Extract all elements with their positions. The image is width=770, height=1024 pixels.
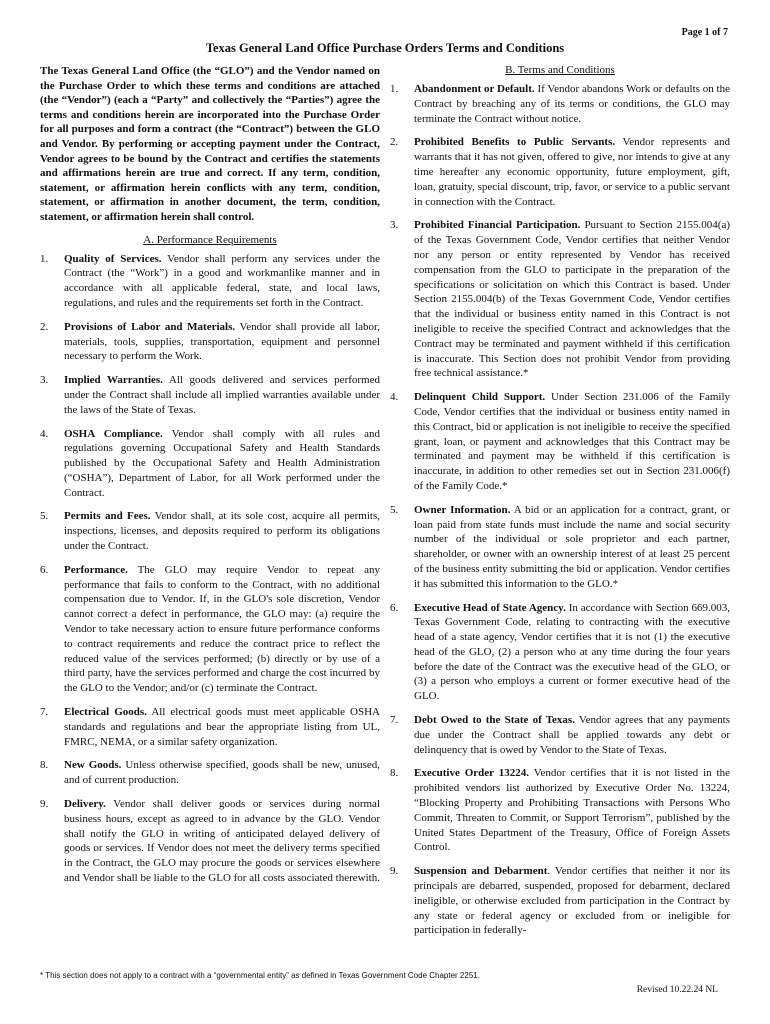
clause-item (390, 135, 730, 209)
clause-body (64, 427, 380, 501)
clause-body (64, 758, 380, 788)
clause-title: Delinquent Child Support. (414, 391, 546, 404)
clause-number: 2. (40, 320, 49, 333)
clause-item (40, 373, 380, 417)
left-column (40, 64, 380, 895)
section-b-heading: B. Terms and Conditions (505, 64, 615, 76)
clause-body (64, 705, 380, 749)
clause-text: Pursuant to Section 2155.004(a) of the Texas Government Code, Vendor certifies that neither Vendor nor any person or entity represented by Vendor has received compensation from the GLO to participate in the preparation of the specifications or solicitation on which this Contract is based. Under Section 2155.004(b) of the Texas Government Code, Vendor certifies that the individual or business entity named in this Contract is not ineligible to receive the specified Contract and acknowledges that the Contract may be terminated and payment withheld if this certification is inaccurate. This Section does not prohibit Vendor from providing free technical assistance.* (414, 219, 730, 380)
right-column (390, 64, 730, 947)
clause-body (414, 503, 730, 592)
clause-item (40, 797, 380, 886)
clause-item (390, 864, 730, 938)
clause-body (414, 713, 730, 757)
clause-title: Abandonment or Default. (414, 83, 535, 95)
clause-title: Debt Owed to the State of Texas. (414, 714, 575, 727)
clause-title: Performance. (64, 563, 128, 576)
clause-body (64, 797, 380, 886)
clause-title: Executive Head of State Agency. (414, 601, 566, 614)
clause-text: A bid or an application for a contract, grant, or loan paid from state funds must include the name and social security number of the individual or sole proprietor and each partner, shareholder, or owner with an ownership interest of at least 25 percent of the business entity submitting the bid or application. Vendor certifies it has submitted this information to the GLO.* (414, 503, 730, 590)
clause-title: Delivery. (64, 798, 106, 811)
clause-number: 9. (40, 798, 49, 811)
clause-number: 5. (40, 510, 49, 523)
clause-body (64, 509, 380, 553)
clause-number: 2. (390, 136, 399, 149)
clause-body (414, 766, 730, 855)
clause-body (414, 82, 730, 126)
clause-body (414, 864, 730, 938)
clause-number: 3. (40, 374, 49, 387)
section-a-list (40, 252, 380, 886)
clause-number: 1. (40, 252, 49, 265)
clause-item (40, 563, 380, 696)
clause-item (390, 390, 730, 494)
clause-number: 4. (40, 427, 49, 440)
clause-title: OSHA Compliance. (64, 427, 163, 440)
clause-number: 4. (390, 391, 399, 404)
clause-item (390, 218, 730, 381)
clause-number: 6. (390, 601, 399, 614)
clause-text: Vendor certifies that it is not listed in the prohibited vendors list authorized by Executive Order No. 13224, “Blocking Property and Prohibiting Transactions with Persons Who Commit, Threaten to Commit, or Support Terrorism”, published by the United States Department of the Treasury, Office of Foreign Assets Control. (414, 767, 730, 854)
clause-number: 1. (390, 83, 399, 95)
section-a-heading: A. Performance Requirements (143, 233, 277, 246)
clause-title: Executive Order 13224. (414, 767, 530, 780)
clause-text: Vendor shall, at its sole cost, acquire all permits, inspections, licenses, and deposits required to perform its obligations under the Contract. (64, 510, 380, 553)
clause-text: Vendor shall deliver goods or services during normal business hours, except as agreed to in advance by the GLO. Vendor shall notify the GLO in writing of anticipated delayed delivery of goods or services. If Vendor does not meet the delivery terms specified in the Contract, the GLO may procure the goods or services elsewhere and Vendor shall be liable to the GLO for all costs associated therewith. (64, 798, 380, 885)
clause-body (64, 373, 380, 417)
clause-text: Vendor shall provide all labor, materials, tools, supplies, transportation, equipment and personnel necessary to perform the Work. (64, 320, 380, 363)
section-b-list (390, 82, 730, 938)
clause-item (40, 320, 380, 364)
clause-item (40, 509, 380, 553)
clause-item (390, 503, 730, 592)
clause-body (414, 218, 730, 381)
clause-number: 3. (390, 219, 399, 232)
clause-body (414, 601, 730, 705)
clause-number: 5. (390, 503, 399, 516)
clause-item (40, 758, 380, 788)
clause-body (64, 563, 380, 696)
clause-body (414, 390, 730, 494)
footnote: * This section does not apply to a contract with a “governmental entity” as defined in Texas Government Code Chapter 2251. (40, 971, 480, 980)
clause-number: 8. (40, 759, 49, 772)
clause-item (390, 766, 730, 855)
clause-body (64, 252, 380, 311)
clause-item (390, 82, 730, 126)
clause-number: 6. (40, 563, 49, 576)
clause-body (414, 135, 730, 209)
clause-number: 7. (390, 714, 399, 727)
clause-title: Provisions of Labor and Materials. (64, 320, 236, 333)
clause-title: Prohibited Financial Participation. (414, 219, 581, 232)
clause-item (40, 427, 380, 501)
clause-text: Unless otherwise specified, goods shall be new, unused, and of current production. (64, 759, 380, 787)
clause-number: 9. (390, 865, 399, 878)
clause-text: Vendor shall comply with all rules and regulations governing Occupational Safety and Health Standards published by the Occupational Safety and Health Administration (“OSHA”), Department of Labor, for all Work performed under the Contract. (64, 427, 380, 499)
clause-text: Vendor shall perform any services under the Contract (the “Work”) in a good and workmanlike manner and in accordance with all applicable federal, state, and local laws, regulations, and rules and the requirements set forth in the Contract. (64, 252, 380, 309)
clause-text: Under Section 231.006 of the Family Code, Vendor certifies that the individual or business entity named in this Contract, bid or application is not ineligible to receive the specified grant, loan, or payment and acknowledges that this Contract may be terminated and payment may be withheld if this certification is inaccurate, in addition to other remedies set out in Section 231.006(f) of the Family Code.* (414, 391, 730, 492)
clause-title: New Goods. (64, 759, 122, 772)
document-title: Texas General Land Office Purchase Orders Terms and Conditions (205, 41, 565, 55)
clause-title: Suspension and Debarment (414, 865, 548, 878)
clause-title: Quality of Services. (64, 252, 162, 265)
clause-item (40, 705, 380, 749)
clause-item (40, 252, 380, 311)
clause-text: In accordance with Section 669.003, Texas Government Code, relating to contracting with the executive head of a state agency, Vendor certifies that it is not (1) the executive head of the GLO, (2) a person who at any time during the four years before the date of the Contract was the executive head of the GLO, or (3) a person who employs a current or former executive head of the GLO. (414, 601, 730, 703)
clause-text: . Vendor certifies that neither it nor its principals are debarred, suspended, proposed for debarment, declared ineligible, or otherwise excluded from participation in the Contract by any state or federal agency or excluded from or ineligible for participation in federally- (414, 865, 730, 937)
clause-title: Permits and Fees. (64, 510, 151, 523)
clause-item (390, 713, 730, 757)
clause-number: 8. (390, 767, 399, 780)
revision-note: Revised 10.22.24 NL (636, 985, 718, 995)
clause-text: All electrical goods must meet applicable OSHA standards and regulations and bear the appropriate listing from UL, FMRC, NEMA, or a similar safety organization. (64, 706, 380, 748)
clause-title: Electrical Goods. (64, 706, 147, 719)
clause-item (390, 601, 730, 705)
intro-paragraph: The Texas General Land Office (the “GLO”) and the Vendor named on the Purchase Order to which these terms and conditions are attached (the “Vendor”) (each a “Party” and collectively the “Parties”) agree the terms and conditions herein are incorporated into the Purchase Order for all purposes and form a contract (the “Contract”) between the GLO and Vendor. By performing or accepting payment under the Contract, Vendor agrees to be bound by the Contract and certifies the statements and affirmations herein are true and correct. If any term, condition, statement, or affirmation herein conflicts with any term, condition, statement, or affirmation in another document, the term, condition, statement, or affirmation herein shall control. (40, 65, 380, 223)
clause-title: Owner Information. (414, 503, 511, 516)
page-number: Page 1 of 7 (681, 27, 728, 38)
clause-title: Prohibited Benefits to Public Servants. (414, 136, 616, 149)
clause-text: Vendor represents and warrants that it has not given, offered to give, nor intends to give at any time hereafter any economic opportunity, future employment, gift, loan, gratuity, special discount, trip, favor, or service to a public servant in connection with the Contract. (414, 136, 730, 208)
clause-text: The GLO may require Vendor to repeat any performance that fails to conform to the Contract, with no additional compensation due to Vendor. If, in the GLO's sole discretion, Vendor cannot correct a defect in performance, the GLO may: (a) require the Vendor to take necessary action to ensure future performance conforms to contract requirements and reduce the contract price to reflect the reduced value of the services performed; (b) directly or by use of a third party, have the services performed and charge the cost incurred by the GLO to the Vendor; and/or (c) terminate the Contract. (64, 563, 380, 695)
clause-body (64, 320, 380, 364)
clause-text: Vendor agrees that any payments due under the Contract shall be applied towards any debt or delinquency that is owed by Vendor to the State of Texas. (414, 714, 730, 756)
clause-number: 7. (40, 706, 49, 719)
clause-text: All goods delivered and services performed under the Contract shall include all implied warranties available under the laws of the State of Texas. (64, 374, 380, 416)
clause-text: If Vendor abandons Work or defaults on the Contract by breaching any of its terms or conditions, the GLO may terminate the Contract without notice. (414, 83, 730, 125)
clause-title: Implied Warranties. (64, 374, 163, 387)
